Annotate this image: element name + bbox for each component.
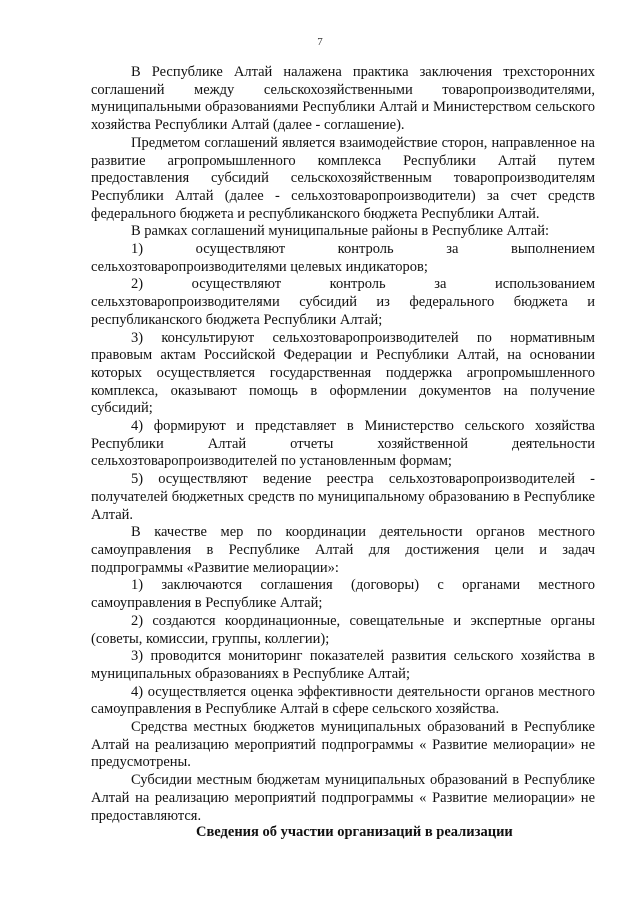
page-number: 7 (317, 36, 323, 48)
list-item: 2) осуществляют контроль за использованием сельхзтоваропроизводителями субсидий из федерального бюджета и республиканского бюджета Республики Алтай; (91, 276, 595, 328)
list-item: 1) заключаются соглашения (договоры) с органами местного самоуправления в Республике Алтай; (91, 577, 595, 612)
section-heading: Сведения об участии организаций в реализации (196, 824, 513, 840)
list-item: 5) осуществляют ведение реестра сельхозтоваропроизводителей - получателей бюджетных средств по муниципальному образованию в Республике Алтай. (91, 471, 595, 523)
list-item: 1) осуществляют контроль за выполнением сельхозтоваропроизводителями целевых индикаторов; (91, 241, 595, 275)
list-item: 3) проводится мониторинг показателей развития сельского хозяйства в муниципальных образованиях в Республике Алтай; (91, 648, 595, 682)
list-item: 4) формируют и представляет в Министерство сельского хозяйства Республики Алтай отчеты хозяйственной деятельности сельхозтоваропроизводителей по установленным формам; (91, 418, 595, 470)
list-item: 3) консультируют сельхозтоваропроизводителей по нормативным правовым актам Российской Федерации и Республики Алтай, на основании которых осуществляется государственная поддержка агропромышленного комплекса, оказывают помощь в оформлении документов на получение субсидий; (91, 329, 595, 417)
paragraph: В качестве мер по координации деятельности органов местного самоуправления в Республике Алтай для достижения цели и задач подпрограммы «Развитие мелиорации»: (91, 524, 595, 576)
list-item: 2) создаются координационные, совещательные и экспертные органы (советы, комиссии, группы, коллегии); (91, 612, 595, 647)
paragraph: В рамках соглашений муниципальные районы в Республике Алтай: (131, 223, 549, 240)
paragraph: Субсидии местным бюджетам муниципальных образований в Республике Алтай на реализацию мероприятий подпрограммы « Развитие мелиорации» не предоставляются. (91, 772, 595, 824)
paragraph: В Республике Алтай налажена практика заключения трехсторонних соглашений между сельскохозяйственными товаропроизводителями, муниципальными образованиями Республики Алтай и Министерством сельского хозяйства Республики Алтай (далее - соглашение). (91, 64, 595, 134)
body-text (91, 64, 595, 825)
paragraph: Средства местных бюджетов муниципальных образований в Республике Алтай на реализацию мероприятий подпрограммы « Развитие мелиорации» не предусмотрены. (91, 719, 595, 771)
paragraph: Предметом соглашений является взаимодействие сторон, направленное на развитие агропромышленного комплекса Республики Алтай путем предоставления субсидий сельскохозяйственным товаропроизводителям Республики Алтай (далее - сельхозтоваропроизводители) за счет средств федерального бюджета и республиканского бюджета Республики Алтай. (91, 134, 595, 222)
list-item: 4) осуществляется оценка эффективности деятельности органов местного самоуправления в Республике Алтай в сфере сельского хозяйства. (91, 683, 595, 718)
